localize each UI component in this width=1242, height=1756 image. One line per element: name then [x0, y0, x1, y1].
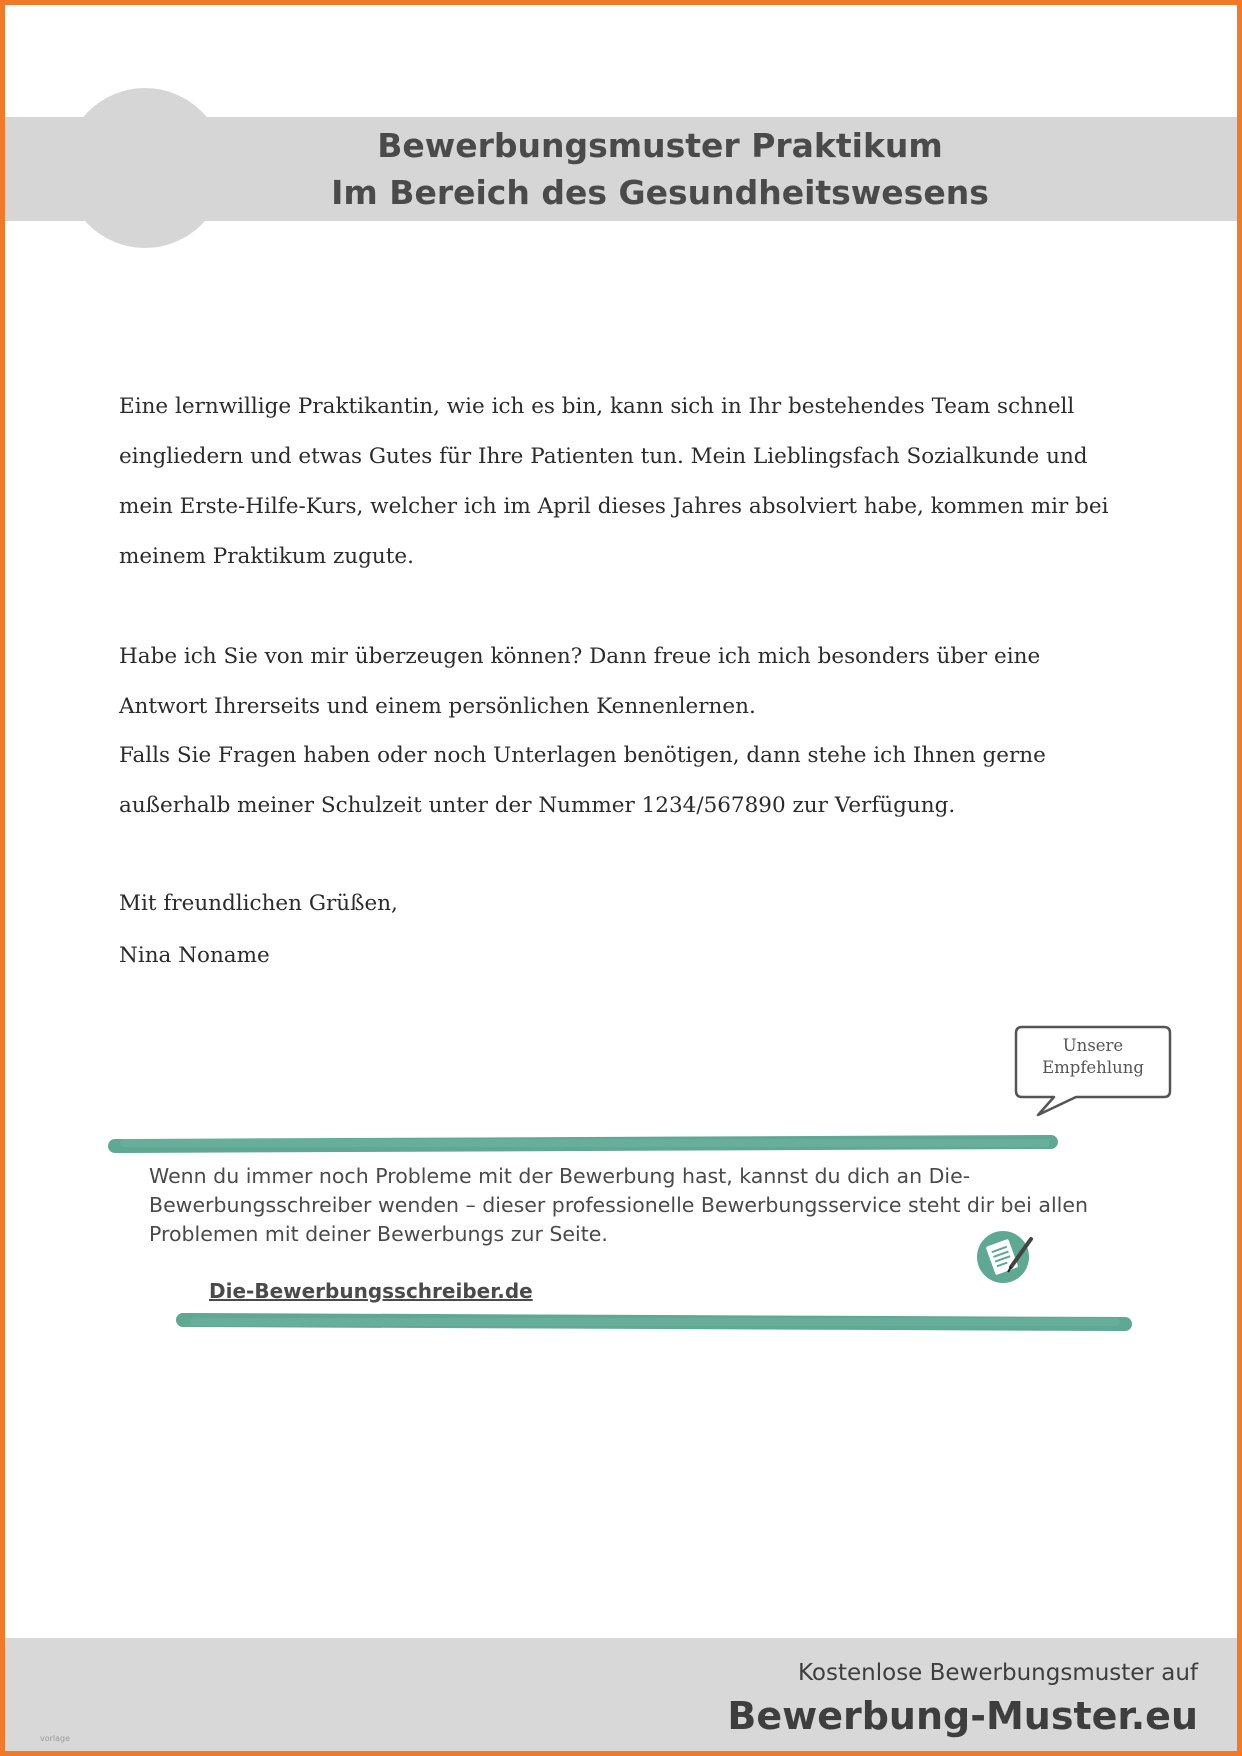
recommendation-text: Wenn du immer noch Probleme mit der Bewerbung hast, kannst du dich an Die-Bewerbungsschreiber wenden – dieser professionelle Bewerbungsservice steht dir bei allen Problemen mit deiner Bewerbungs zur Seite. [149, 1164, 1088, 1246]
recommendation-bubble-text [1020, 1035, 1166, 1079]
signature-name: Nina Noname [119, 943, 270, 968]
bubble-line-1: Unsere [1062, 1036, 1124, 1055]
footer-tagline: Kostenlose Bewerbungsmuster auf [798, 1660, 1198, 1686]
footer-site-name: Bewerbung-Muster.eu [727, 1694, 1198, 1738]
brush-stroke-top-highlight [120, 1139, 1050, 1147]
letter-paragraph-3: Falls Sie Fragen haben oder noch Unterlagen benötigen, dann stehe ich Ihnen gerne außerhalb meiner Schulzeit unter der Nummer 1234/567890 zur Verfügung. [119, 743, 1046, 818]
brush-stroke-bottom-highlight [190, 1318, 1120, 1326]
footer-small-text: vorlage [40, 1734, 71, 1743]
header-circle-decoration [65, 88, 225, 248]
bubble-line-2: Empfehlung [1042, 1058, 1144, 1077]
page-title-line2: Im Bereich des Gesundheitswesens [331, 173, 989, 212]
document-pen-icon [975, 1225, 1035, 1285]
letter-closing: Mit freundlichen Grüßen, [119, 891, 398, 916]
page-title-line1: Bewerbungsmuster Praktikum [377, 126, 943, 165]
letter-paragraph-1: Eine lernwillige Praktikantin, wie ich es bin, kann sich in Ihr bestehendes Team schnell eingliedern und etwas Gutes für Ihre Patienten tun. Mein Lieblingsfach Sozialkunde und mein Erste-Hilfe-Kurs, welcher ich im April dieses Jahres absolviert habe, kommen mir bei meinem Praktikum zugute. [119, 394, 1109, 569]
letter-paragraph-2: Habe ich Sie von mir überzeugen können? Dann freue ich mich besonders über eine Antwort Ihrerseits und einem persönlichen Kennenlernen. [119, 644, 1041, 719]
bewerbungsschreiber-link[interactable]: Die-Bewerbungsschreiber.de [209, 1279, 533, 1303]
